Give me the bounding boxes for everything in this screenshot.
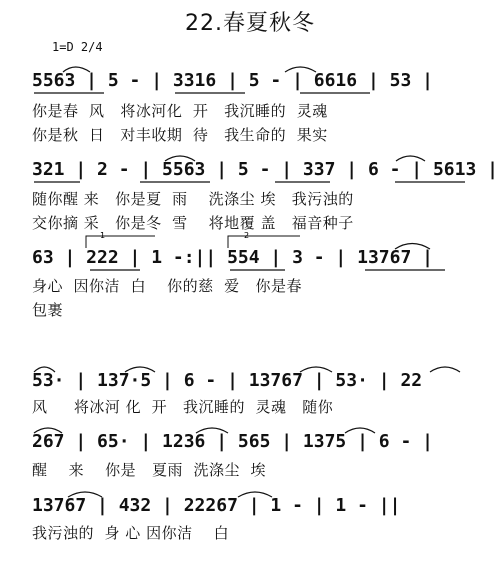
- volta-number-2: 2: [244, 231, 250, 240]
- lyrics-row-1-verse-1: 你是春 风 将冰河化 开 我沉睡的 灵魂: [32, 102, 328, 120]
- lyrics-row-6: 我污浊的 身 心 因你洁 白: [32, 524, 230, 542]
- lyrics-row-3-verse-2: 包裹: [32, 301, 64, 319]
- notation-row-1: 5563 | 5 - | 3316 | 5 - | 6616 | 53 |: [32, 70, 433, 91]
- notation-row-3: 63 | 222 | 1 -:|| 554 | 3 - | 13767 |: [32, 247, 433, 268]
- key-signature: 1=D 2/4: [52, 40, 103, 54]
- notation-row-2: 321 | 2 - | 5563 | 5 - | 337 | 6 - | 5613 |: [32, 159, 498, 180]
- lyrics-row-5: 醒 来 你是 夏雨 洗涤尘 埃: [32, 461, 267, 479]
- volta-number-1: 1: [100, 231, 106, 240]
- lyrics-row-3-verse-1: 身心 因你洁 白 你的慈 爱 你是春: [32, 277, 302, 295]
- notation-row-6: 13767 | 432 | 22267 | 1 - | 1 - ||: [32, 495, 401, 516]
- lyrics-row-1-verse-2: 你是秋 日 对丰收期 待 我生命的 果实: [32, 126, 328, 144]
- lyrics-row-4: 风 将冰河 化 开 我沉睡的 灵魂 随你: [32, 398, 334, 416]
- slur-mark: [430, 367, 460, 372]
- song-title: 22.春夏秋冬: [185, 11, 315, 36]
- lyrics-row-2-verse-1: 随你醒 来 你是夏 雨 洗涤尘 埃 我污浊的: [32, 190, 354, 208]
- notation-row-5: 267 | 65· | 1236 | 565 | 1375 | 6 - |: [32, 431, 433, 452]
- notation-row-4: 53· | 137·5 | 6 - | 13767 | 53· | 22: [32, 370, 423, 391]
- lyrics-row-2-verse-2: 交你摘 采 你是冬 雪 将地覆 盖 福音种子: [32, 214, 354, 232]
